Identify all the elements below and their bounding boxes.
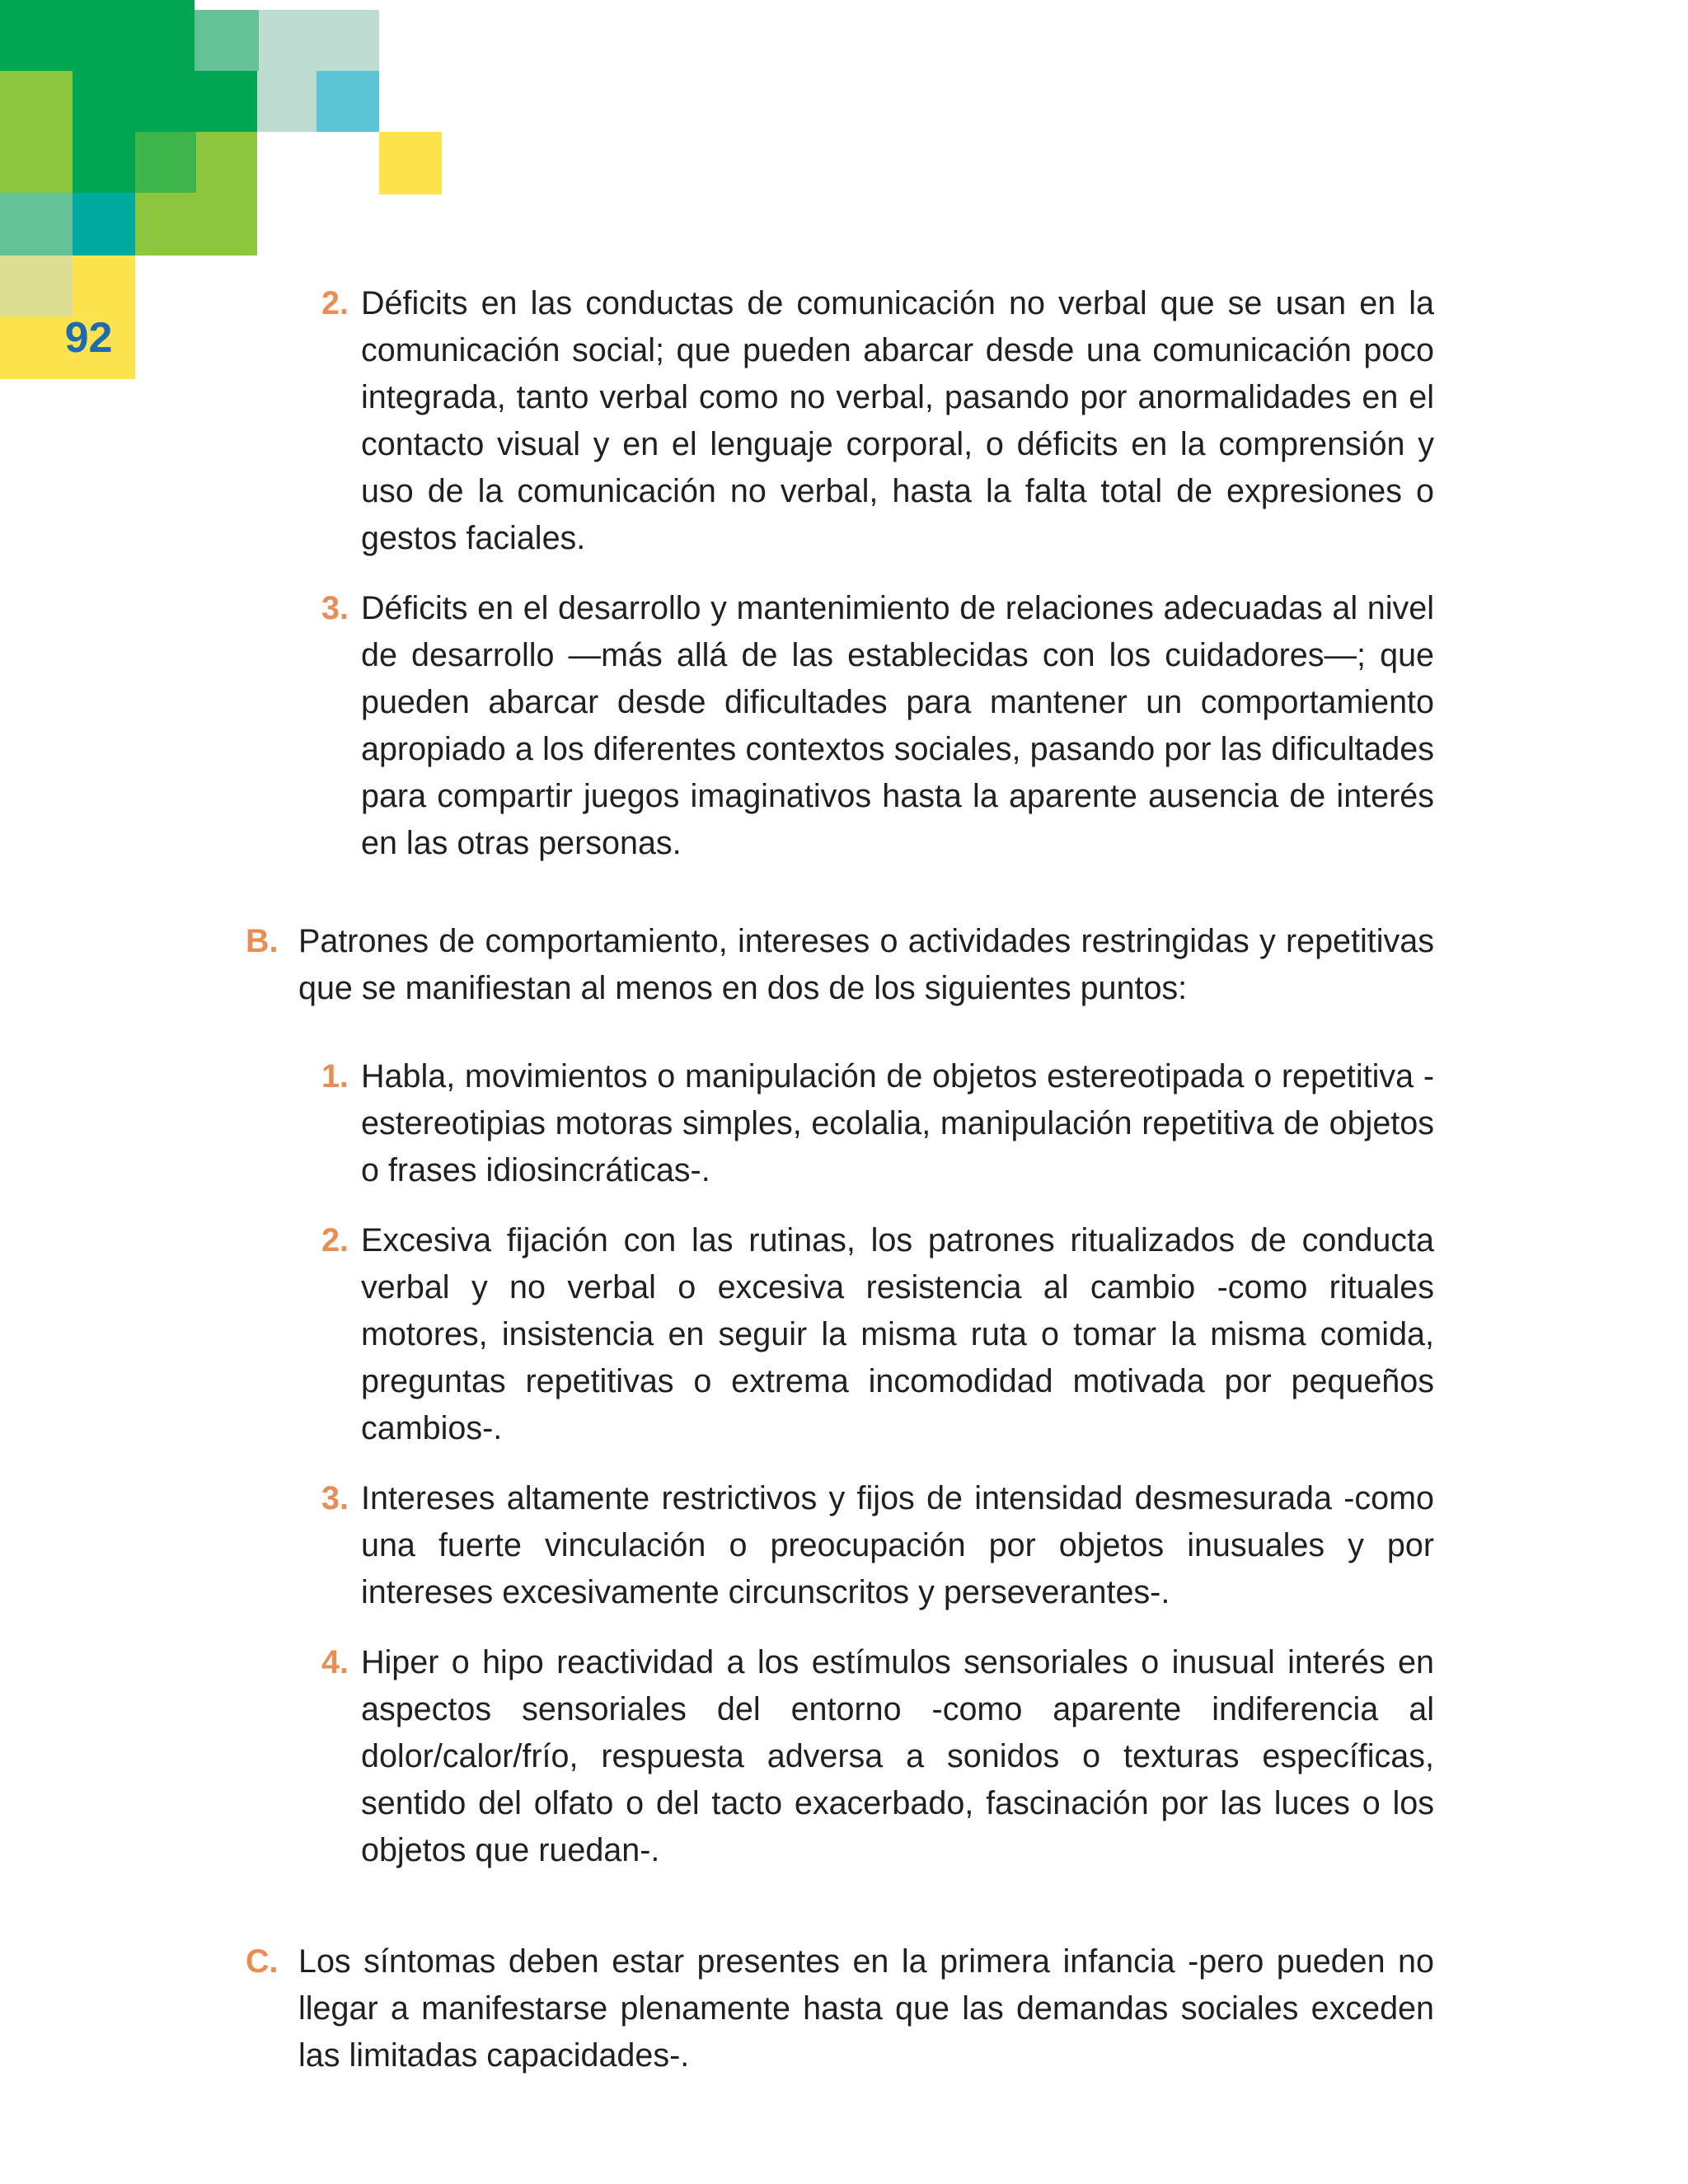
item-number: 1. <box>321 1058 349 1094</box>
criterion-c <box>239 1938 1434 2079</box>
item-number: 2. <box>321 285 349 321</box>
list-item <box>239 1475 1434 1616</box>
tile-dark-green-top <box>0 0 195 71</box>
tile-light-green-right <box>196 132 257 255</box>
criterion-a-list-continued <box>239 280 1434 867</box>
item-text: Intereses altamente restrictivos y fijos de intensidad desmesurada -como una fuerte vinculación o preocupación por objetos inusuales y por intereses excesivamente circunscritos y perseverantes-. <box>361 1480 1434 1610</box>
criterion-letter: C. <box>246 1943 279 1980</box>
list-item <box>239 1639 1434 1874</box>
item-number: 3. <box>321 1480 349 1516</box>
tile-mid-green <box>135 132 196 193</box>
list-item <box>239 1053 1434 1194</box>
tile-cyan <box>316 71 379 132</box>
criterion-text: Los síntomas deben estar presentes en la primera infancia -pero pueden no llegar a manifestarse plenamente hasta que las demandas sociales exceden las limitadas capacidades-. <box>298 1943 1434 2074</box>
criterion-letter: B. <box>246 923 279 959</box>
criterion-b-list <box>239 1053 1434 1874</box>
tile-yellow-small <box>379 132 442 194</box>
item-number: 2. <box>321 1222 349 1258</box>
document-body <box>239 280 1434 2121</box>
tile-mint-left <box>0 193 73 255</box>
item-number: 4. <box>321 1644 349 1680</box>
tile-dark-green-center <box>73 132 135 193</box>
tile-mint-top <box>195 10 259 71</box>
list-item <box>239 585 1434 867</box>
item-text: Déficits en el desarrollo y mantenimiento de relaciones adecuadas al nivel de desarrollo —más allá de las establecidas con los cuidadores—; que pueden abarcar desde dificultades para mantener un comportamiento apropiado a los diferentes contextos sociales, pasando por las dificultades para compartir juegos imaginativos hasta la aparente ausencia de interés en las otras personas. <box>361 590 1434 861</box>
tile-teal <box>73 193 135 255</box>
list-item <box>239 1217 1434 1452</box>
list-item <box>239 280 1434 562</box>
tile-light-green-bottom <box>135 193 196 255</box>
item-text: Hiper o hipo reactividad a los estímulos sensoriales o inusual interés en aspectos sensoriales del entorno -como aparente indiferencia al dolor/calor/frío, respuesta adversa a sonidos o texturas específicas, sentido del olfato o del tacto exacerbado, fascinación por las luces o los objetos que ruedan-. <box>361 1644 1434 1868</box>
tile-light-green-left <box>0 71 73 193</box>
item-text: Habla, movimientos o manipulación de objetos estereotipada o repetitiva -estereotipias motoras simples, ecolalia, manipulación repetitiva de objetos o frases idiosincráticas-. <box>361 1058 1434 1188</box>
page-number: 92 <box>64 314 113 362</box>
criterion-b <box>239 918 1434 1012</box>
item-text: Déficits en las conductas de comunicación no verbal que se usan en la comunicación social; que pueden abarcar desde una comunicación poco integrada, tanto verbal como no verbal, pasando por anormalidades en el contacto visual y en el lenguaje corporal, o déficits en la comprensión y uso de la comunicación no verbal, hasta la falta total de expresiones o gestos faciales. <box>361 285 1434 556</box>
criterion-text: Patrones de comportamiento, intereses o actividades restringidas y repetitivas que se manifiestan al menos en dos de los siguientes puntos: <box>298 923 1434 1006</box>
item-text: Excesiva fijación con las rutinas, los patrones ritualizados de conducta verbal y no verbal o excesiva resistencia al cambio -como rituales motores, insistencia en seguir la misma ruta o tomar la misma comida, preguntas repetitivas o extrema incomodidad motivada por pequeños cambios-. <box>361 1222 1434 1446</box>
item-number: 3. <box>321 590 349 626</box>
